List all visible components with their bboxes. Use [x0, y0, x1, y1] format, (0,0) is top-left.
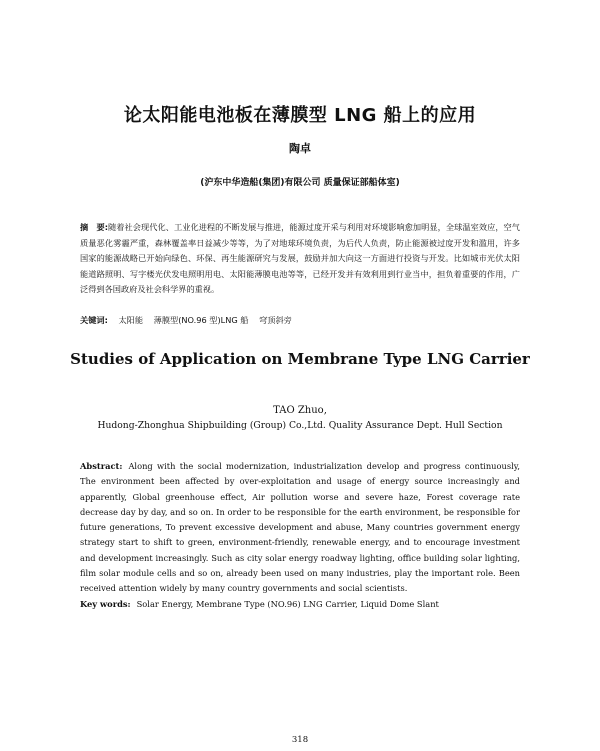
chinese-keyword: 穹顶斜旁 — [259, 315, 292, 325]
english-keywords — [80, 599, 520, 609]
english-abstract-label: Abstract: — [80, 461, 123, 471]
chinese-abstract-text: 随着社会现代化、工业化进程的不断发展与推进，能源过度开采与利用对环境影响愈加明显，全球温室效应，空气质量恶化雾霾严重，森林覆盖率日益减少等等，为了对地球环境负责，为后代人负责，防止能源被过度开发和滥用，许多国家的能源战略已开始向绿色、环保、再生能源研究与发展，鼓励并加大向这一方面进行投资与开发。比如城市光伏太阳能道路照明、写字楼光伏发电照明用电、太阳能薄膜电池等等，已经开发并有效利用到行业当中，担负着重要的作用，广泛得到各国政府及社会科学界的重视。 — [80, 222, 520, 294]
chinese-affiliation: (沪东中华造船(集团)有限公司 质量保证部船体室) — [200, 178, 400, 188]
english-abstract-text: Along with the social modernization, industrialization develop and progress continuously, The environment been affected by over-exploitation and usage of energy source increasingly and apparently, Global greenhouse effect, Air pollution worse and severe haze, Forest coverage rate decrease day by day, and so on. In order to be responsible for the earth environment, be responsible for future generations, To prevent excessive development and abuse, Many countries government energy strategy start to shift to green, environment-friendly, renewable energy, and to encourage investment and development increasingly. Such as city solar energy roadway lighting, office building solar lighting, film solar module cells and so on, already been used on many industries, play the important role. Been received attention widely by many country governments and social scientists. — [80, 461, 520, 594]
chinese-abstract-label: 摘 要: — [80, 222, 108, 232]
english-abstract — [80, 459, 520, 597]
page-number: 318 — [291, 735, 309, 745]
chinese-author: 陶卓 — [289, 142, 311, 155]
english-keywords-label: Key words: — [80, 599, 131, 609]
english-keywords-text: Solar Energy, Membrane Type (NO.96) LNG Carrier, Liquid Dome Slant — [136, 599, 439, 609]
chinese-keywords-label: 关键词: — [80, 315, 108, 325]
english-title: Studies of Application on Membrane Type LNG Carrier — [70, 350, 530, 368]
chinese-title: 论太阳能电池板在薄膜型 LNG 船上的应用 — [123, 105, 477, 126]
english-affiliation: Hudong-Zhonghua Shipbuilding (Group) Co.,Ltd. Quality Assurance Dept. Hull Section — [97, 420, 503, 431]
english-author: TAO Zhuo, — [273, 405, 327, 416]
chinese-keyword: 薄膜型(NO.96 型)LNG 船 — [153, 315, 249, 325]
chinese-keyword: 太阳能 — [118, 315, 144, 325]
chinese-abstract — [80, 220, 520, 298]
chinese-keywords — [80, 315, 520, 326]
